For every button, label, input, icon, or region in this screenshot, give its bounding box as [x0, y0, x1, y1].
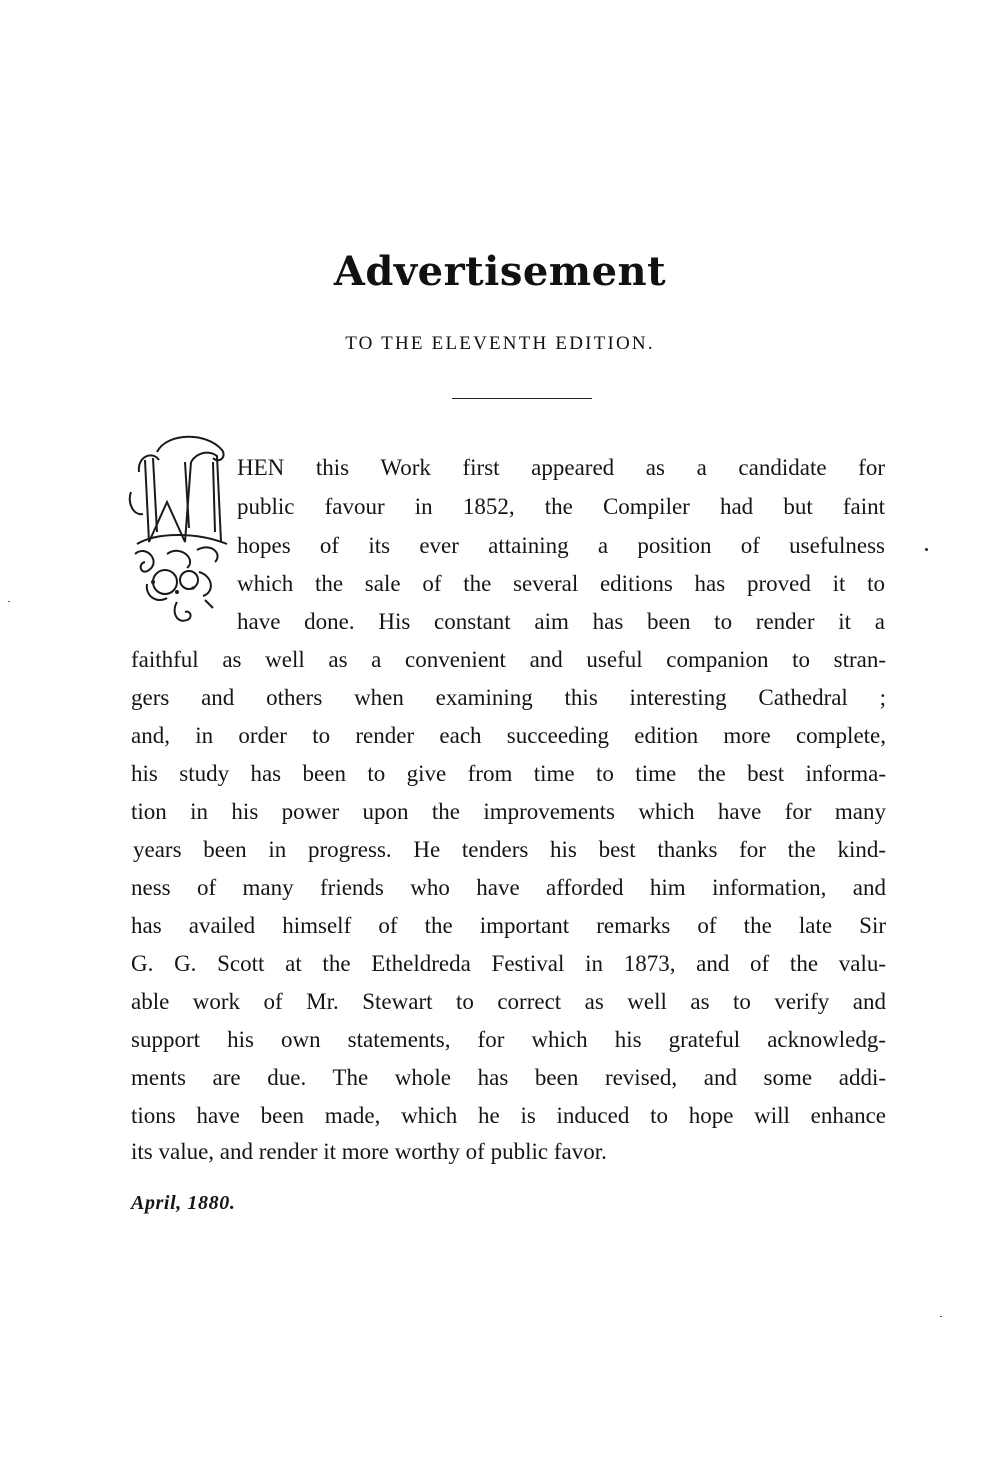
- page-subtitle: TO THE ELEVENTH EDITION.: [345, 333, 655, 354]
- body-line: which the sale of the several editions has proved it to: [237, 571, 885, 596]
- scan-speck: [8, 601, 10, 602]
- body-line: years been in progress. He tenders his best thanks for the kind-: [133, 837, 886, 862]
- body-line: able work of Mr. Stewart to correct as well as to verify and: [131, 989, 886, 1014]
- body-line: tions have been made, which he is induced to hope will enhance: [131, 1103, 886, 1128]
- body-line: faithful as well as a convenient and useful companion to stran-: [131, 647, 886, 672]
- body-line: support his own statements, for which his grateful acknowledg-: [131, 1027, 886, 1052]
- body-line: ments are due. The whole has been revised, and some addi-: [131, 1065, 886, 1090]
- divider: [452, 398, 592, 399]
- dropcap-ornament: [127, 432, 237, 632]
- date-line: April, 1880.: [131, 1192, 236, 1214]
- body-line: tion in his power upon the improvements which have for many: [131, 799, 886, 824]
- body-line: have done. His constant aim has been to render it a: [237, 609, 885, 634]
- page-title: Advertisement: [333, 248, 667, 295]
- body-line: gers and others when examining this interesting Cathedral ;: [131, 685, 886, 710]
- scan-speck: [925, 548, 928, 551]
- body-line: its value, and render it more worthy of public favor.: [131, 1139, 607, 1164]
- scan-speck: [940, 1316, 942, 1317]
- body-line: and, in order to render each succeeding edition more complete,: [131, 723, 886, 748]
- body-line: public favour in 1852, the Compiler had but faint: [237, 494, 885, 519]
- body-line: hopes of its ever attaining a position of usefulness: [237, 533, 885, 558]
- dropcap-w-icon: [127, 432, 237, 632]
- body-line: his study has been to give from time to time the best informa-: [131, 761, 886, 786]
- body-line: has availed himself of the important remarks of the late Sir: [131, 913, 886, 938]
- body-line: HEN this Work first appeared as a candidate for: [237, 455, 885, 480]
- body-line: G. G. Scott at the Etheldreda Festival in 1873, and of the valu-: [131, 951, 886, 976]
- body-line: ness of many friends who have afforded him information, and: [131, 875, 886, 900]
